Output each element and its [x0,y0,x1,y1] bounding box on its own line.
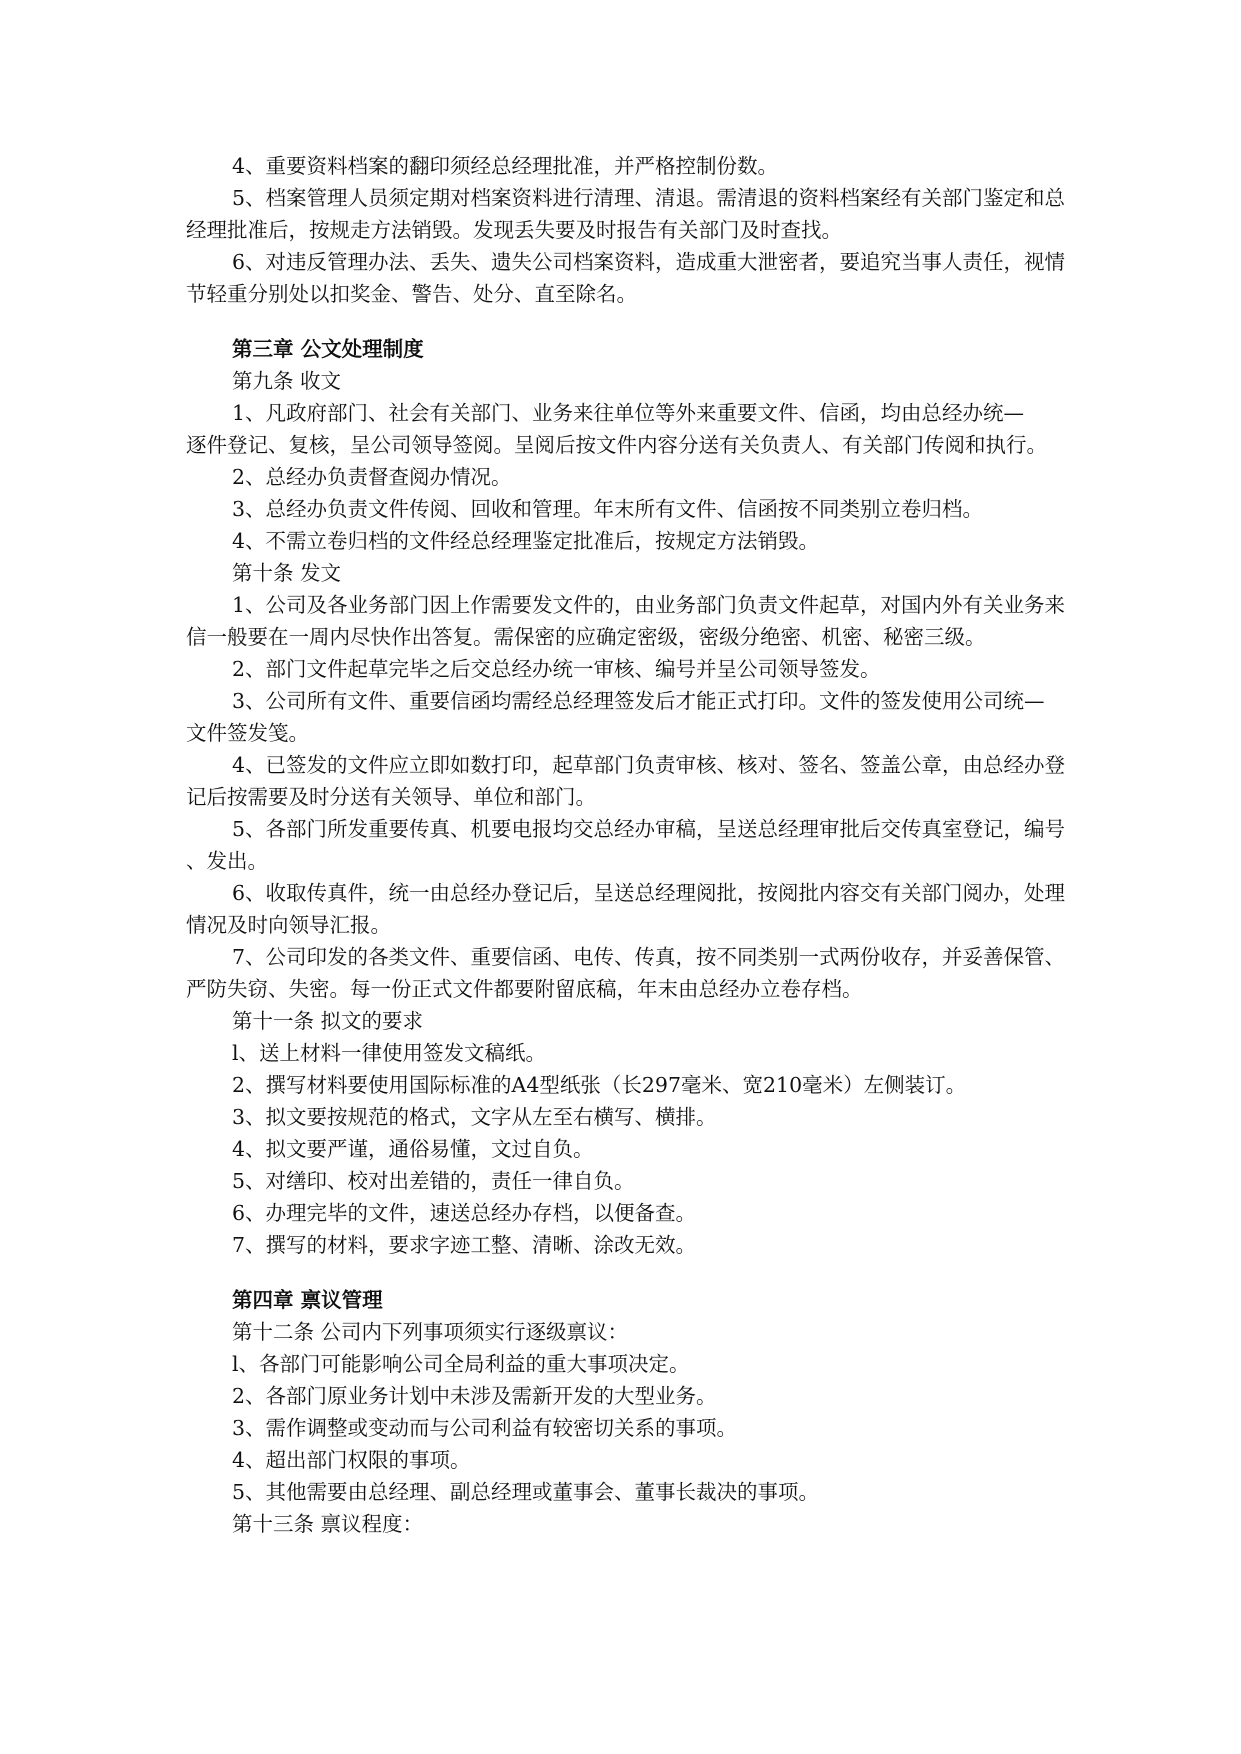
paragraph [186,150,1109,182]
paragraph [186,182,1109,246]
section-gap [186,310,1109,333]
paragraph [186,1005,1109,1037]
paragraph-line: 第九条 收文 [232,369,342,393]
paragraph-line: 2、总经办负责督查阅办情况。 [232,465,512,489]
paragraph-line: 3、需作调整或变动而与公司利益有较密切关系的事项。 [232,1416,738,1440]
paragraph [186,397,1109,461]
paragraph-line: 7、撰写的材料，要求字迹工整、清晰、涂改无效。 [232,1233,697,1257]
paragraph [186,365,1109,397]
paragraph [186,749,1109,813]
paragraph-line: 6、办理完毕的文件，速送总经办存档，以便备查。 [232,1201,697,1225]
paragraph-line: 6、收取传真件，统一由总经办登记后，呈送总经理阅批，按阅批内容交有关部门阅办，处理 [232,881,1066,905]
paragraph-line: 2、撰写材料要使用国际标准的A4型纸张（长297毫米、宽210毫米）左侧装订。 [232,1073,967,1097]
paragraph [186,557,1109,589]
paragraph-line: 4、不需立卷归档的文件经总经理鉴定批准后，按规定方法销毁。 [232,529,820,553]
paragraph-line: 1、公司及各业务部门因上作需要发文件的，由业务部门负责文件起草，对国内外有关业务来 [232,593,1066,617]
chapter-heading [186,333,1109,365]
paragraph-line: 文件签发笺。 [186,721,309,745]
paragraph [186,1380,1109,1412]
paragraph [186,1508,1109,1540]
paragraph [186,1444,1109,1476]
paragraph-line: 4、拟文要严谨，通俗易懂，文过自负。 [232,1137,594,1161]
paragraph [186,1197,1109,1229]
paragraph-line: 第十条 发文 [232,561,342,585]
paragraph-line: 信一般要在一周内尽快作出答复。需保密的应确定密级，密级分绝密、机密、秘密三级。 [186,625,986,649]
section-gap [186,1261,1109,1284]
paragraph [186,461,1109,493]
chapter-heading-text: 第三章 公文处理制度 [232,337,424,361]
paragraph-line: 严防失窃、失密。每一份正式文件都要附留底稿，年末由总经办立卷存档。 [186,977,863,1001]
paragraph [186,685,1109,749]
paragraph-line: 4、超出部门权限的事项。 [232,1448,471,1472]
chapter-heading [186,1284,1109,1316]
paragraph-line: 1、凡政府部门、社会有关部门、业务来往单位等外来重要文件、信函，均由总经办统— [232,401,1025,425]
paragraph-line: 节轻重分别处以扣奖金、警告、处分、直至除名。 [186,282,637,306]
paragraph-line: 经理批准后，按规走方法销毁。发现丢失要及时报告有关部门及时查找。 [186,218,842,242]
paragraph-line: 3、总经办负责文件传阅、回收和管理。年末所有文件、信函按不同类别立卷归档。 [232,497,984,521]
paragraph-line: 6、对违反管理办法、丢失、遗失公司档案资料，造成重大泄密者，要追究当事人责任，视情 [232,250,1066,274]
paragraph-line: 7、公司印发的各类文件、重要信函、电传、传真，按不同类别一式两份收存，并妥善保管、 [232,945,1066,969]
paragraph [186,877,1109,941]
chapter-heading-text: 第四章 禀议管理 [232,1288,383,1312]
paragraph [186,653,1109,685]
paragraph-line: l、送上材料一律使用签发文稿纸。 [232,1041,547,1065]
paragraph-line: 第十二条 公司内下列事项须实行逐级禀议： [232,1320,629,1344]
paragraph-line: 2、部门文件起草完毕之后交总经办统一审核、编号并呈公司领导签发。 [232,657,881,681]
paragraph-line: l、各部门可能影响公司全局利益的重大事项决定。 [232,1352,690,1376]
paragraph [186,246,1109,310]
paragraph-line: 逐件登记、复核，呈公司领导签阅。呈阅后按文件内容分送有关负责人、有关部门传阅和执行。 [186,433,1047,457]
paragraph-line: 、发出。 [186,849,268,873]
paragraph [186,813,1109,877]
paragraph-line: 记后按需要及时分送有关领导、单位和部门。 [186,785,596,809]
paragraph [186,1476,1109,1508]
paragraph [186,1037,1109,1069]
paragraph [186,525,1109,557]
paragraph-line: 第十一条 拟文的要求 [232,1009,424,1033]
paragraph-line: 5、其他需要由总经理、副总经理或董事会、董事长裁决的事项。 [232,1480,820,1504]
paragraph [186,1069,1109,1101]
paragraph [186,1133,1109,1165]
paragraph-line: 5、各部门所发重要传真、机要电报均交总经办审稿，呈送总经理审批后交传真室登记，编号 [232,817,1066,841]
paragraph-line: 5、对缮印、校对出差错的，责任一律自负。 [232,1169,635,1193]
paragraph [186,1348,1109,1380]
paragraph [186,941,1109,1005]
paragraph-line: 4、重要资料档案的翻印须经总经理批准，并严格控制份数。 [232,154,779,178]
paragraph [186,1229,1109,1261]
paragraph [186,1165,1109,1197]
paragraph [186,1101,1109,1133]
paragraph-line: 4、已签发的文件应立即如数打印，起草部门负责审核、核对、签名、签盖公章，由总经办登 [232,753,1066,777]
paragraph [186,1316,1109,1348]
paragraph-line: 2、各部门原业务计划中未涉及需新开发的大型业务。 [232,1384,717,1408]
paragraph [186,1412,1109,1444]
paragraph-line: 3、拟文要按规范的格式，文字从左至右横写、横排。 [232,1105,717,1129]
paragraph-line: 第十三条 禀议程度： [232,1512,424,1536]
paragraph-line: 5、档案管理人员须定期对档案资料进行清理、清退。需清退的资料档案经有关部门鉴定和总 [232,186,1066,210]
paragraph-line: 情况及时向领导汇报。 [186,913,391,937]
paragraph-line: 3、公司所有文件、重要信函均需经总经理签发后才能正式打印。文件的签发使用公司统— [232,689,1045,713]
paragraph [186,589,1109,653]
paragraph [186,493,1109,525]
